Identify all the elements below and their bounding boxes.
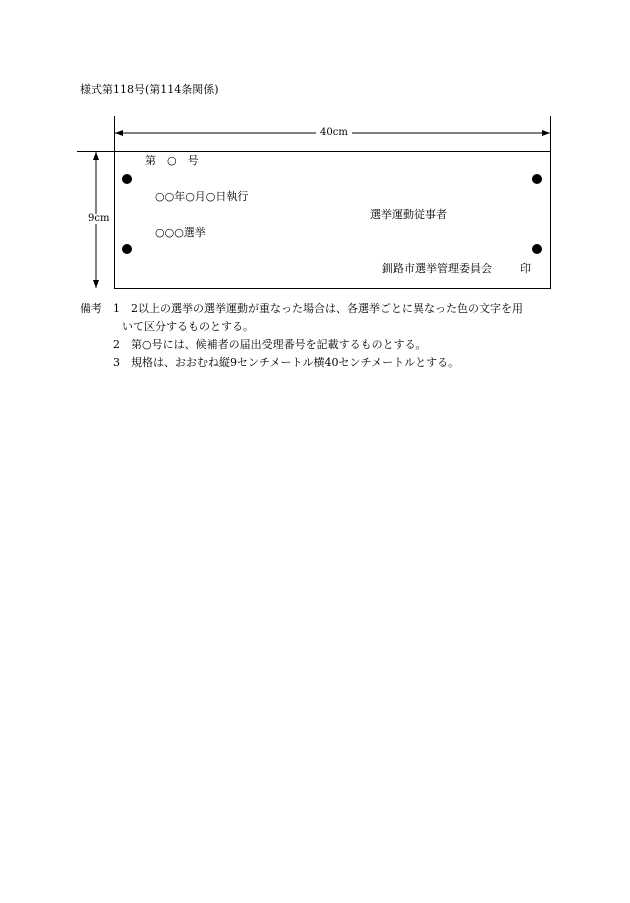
note-text-3: 規格は、おおむね縦9センチメートル横40センチメートルとする。 [131,356,460,369]
election-line: ○○○選挙 [155,226,206,239]
date-line: ○○年○月○日執行 [155,190,249,203]
height-extension-top [77,151,114,152]
notes-heading: 備考 [80,302,102,315]
issuer-line: 釧路市選挙管理委員会 [382,262,492,275]
document-title: 様式第118号(第114条関係) [80,83,219,96]
note-text-1b: いて区分するものとする。 [122,320,254,333]
note-number-3: 3 [113,356,120,369]
number-line: 第 ○ 号 [145,154,199,167]
width-label: 40cm [316,128,352,138]
punch-hole-bottom-left [122,244,132,254]
seal-mark: 印 [520,262,531,275]
note-text-1a: 2以上の選挙の選挙運動が重なった場合は、各選挙ごとに異なった色の文字を用 [131,302,523,315]
note-text-2: 第○号には、候補者の届出受理番号を記載するものとする。 [131,338,427,351]
note-number-1: 1 [113,302,120,315]
note-number-2: 2 [113,338,120,351]
height-label: 9cm [84,214,113,224]
role-line: 選挙運動従事者 [370,208,447,221]
punch-hole-bottom-right [532,244,542,254]
punch-hole-top-left [122,174,132,184]
punch-hole-top-right [532,174,542,184]
